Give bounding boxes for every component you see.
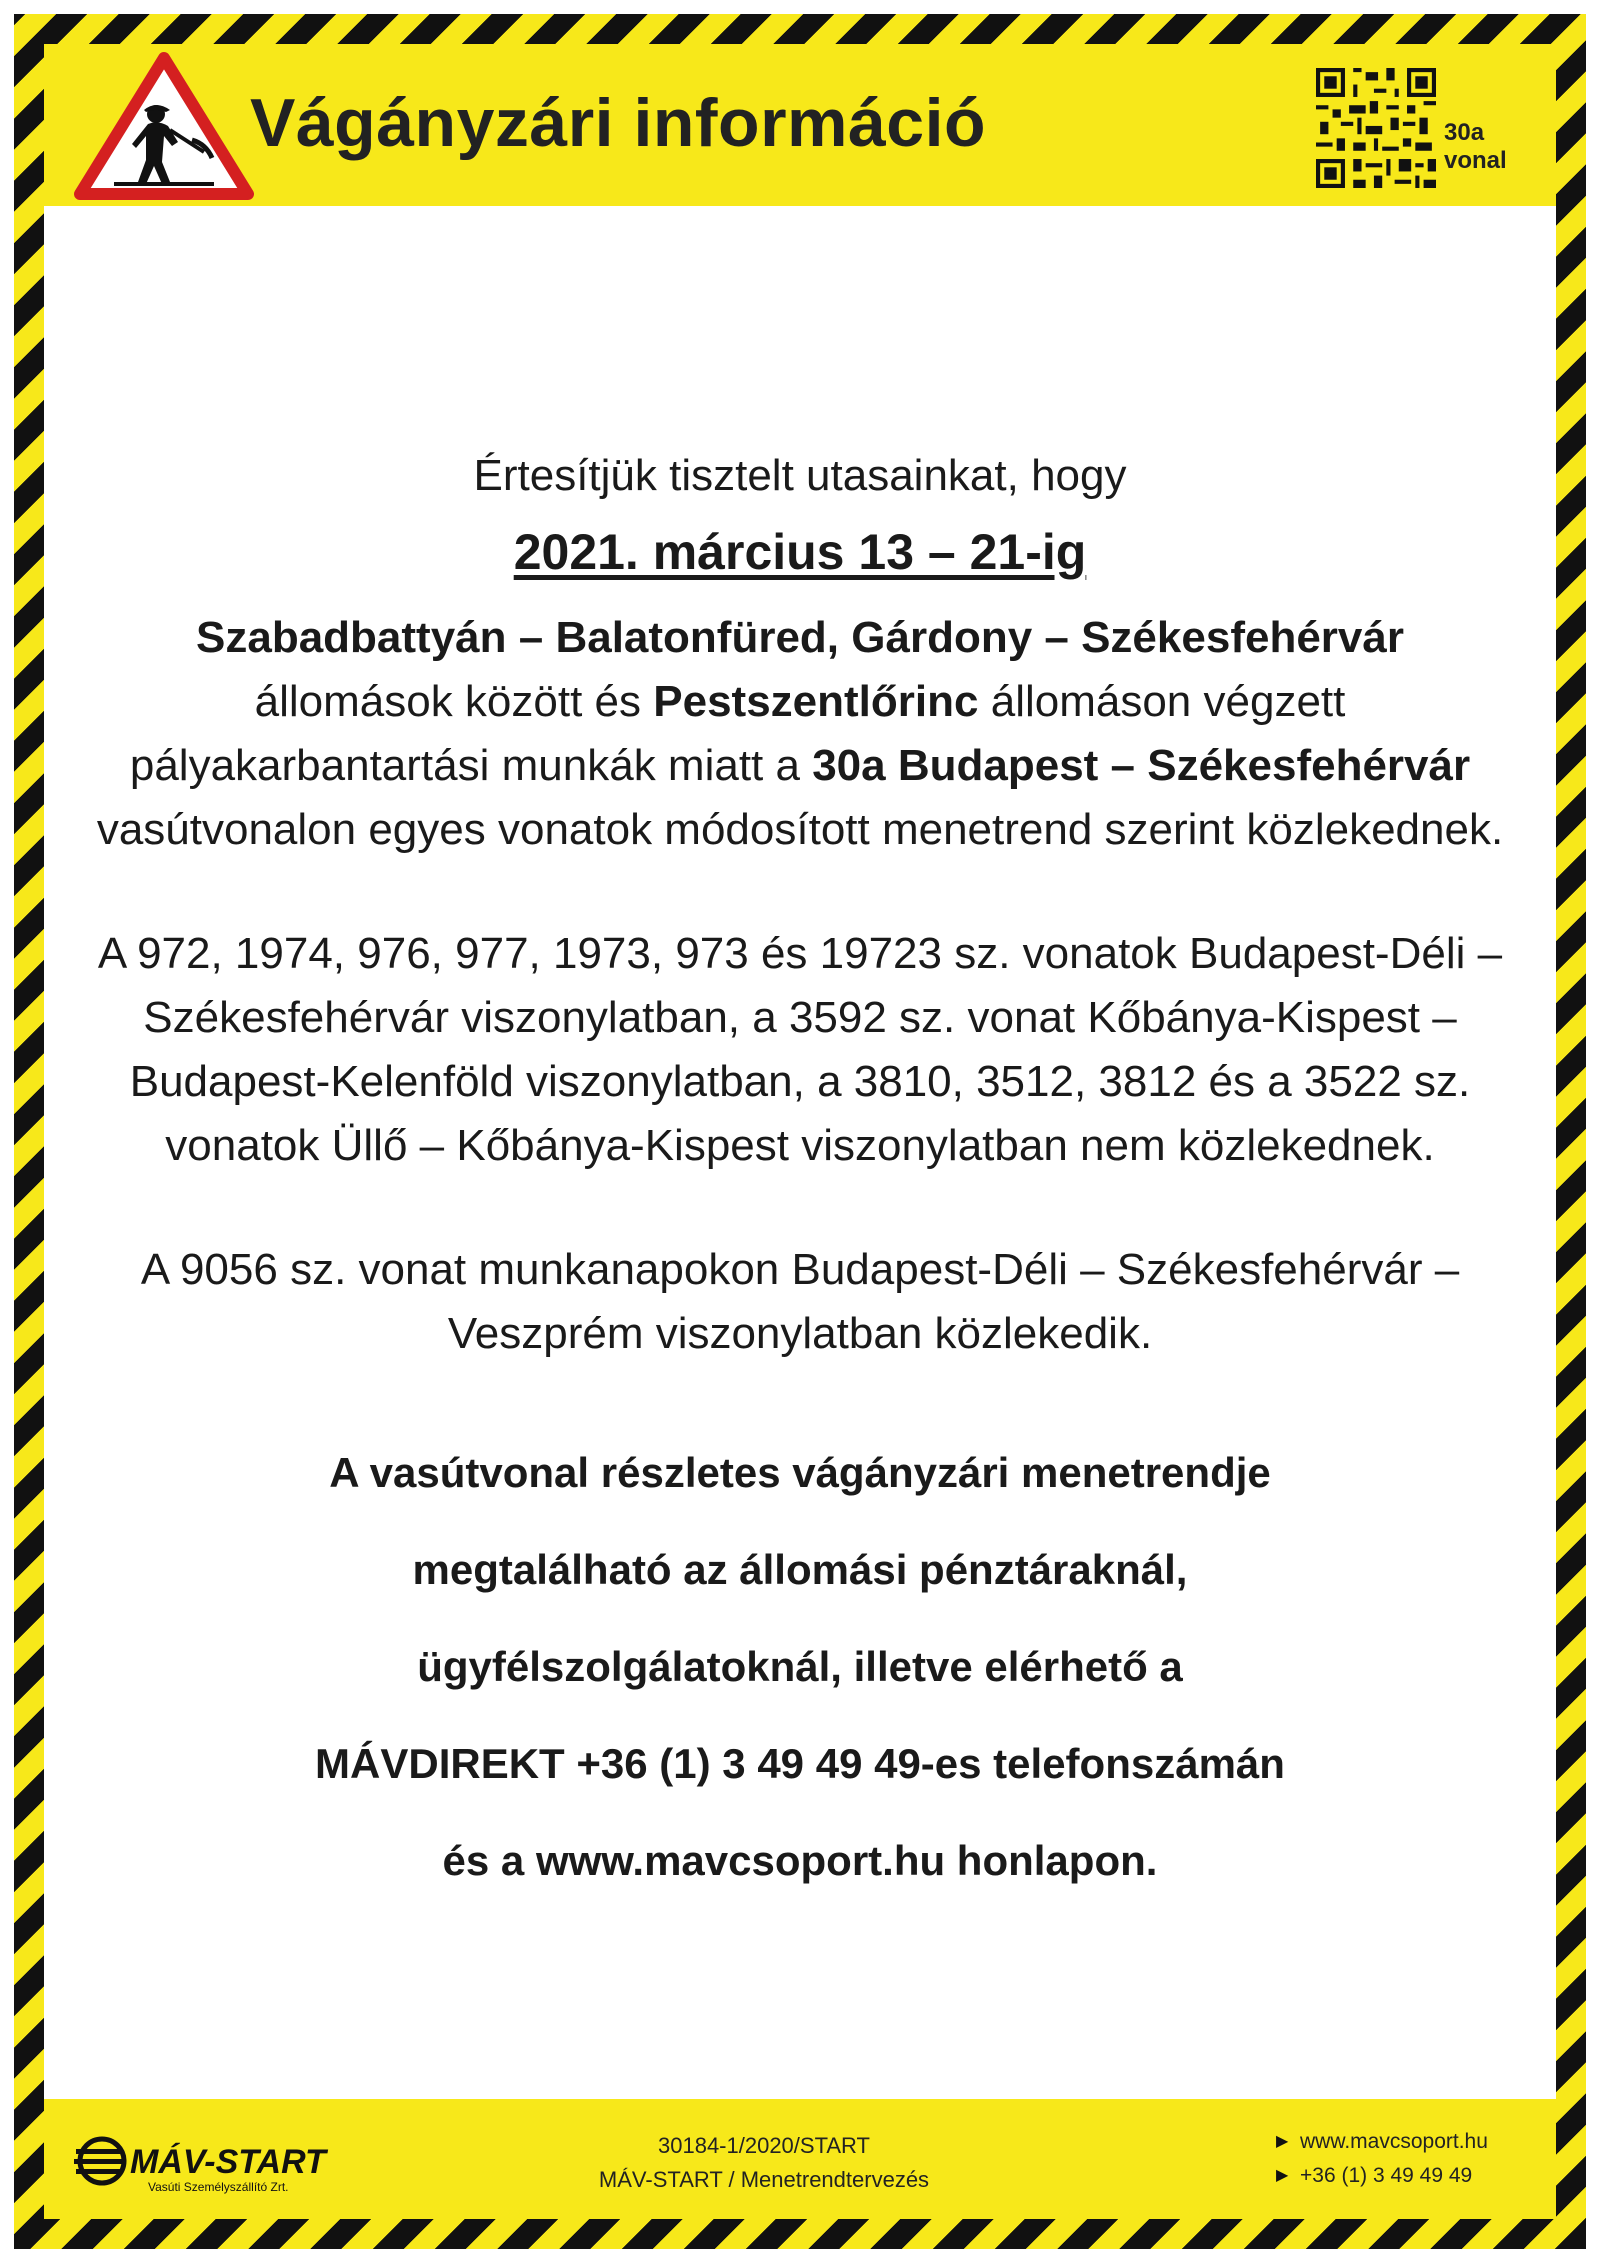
works-text-3: vasútvonalon egyes vonatok módosított menetrend szerint közlekednek. xyxy=(96,805,1504,854)
footer-phone[interactable]: +36 (1) 3 49 49 49 xyxy=(1300,2164,1473,2187)
page-title: Vágányzári információ xyxy=(250,85,987,161)
footer-reference xyxy=(554,2129,974,2197)
line-word: vonal xyxy=(1444,147,1507,174)
closing-line: megtalálható az állomási pénztáraknál, xyxy=(412,1546,1188,1593)
line-number: 30a xyxy=(1444,119,1485,146)
arrow-right-icon: ▶ xyxy=(1276,2133,1289,2150)
closing-line: és a www.mavcsoport.hu honlapon. xyxy=(442,1837,1158,1884)
works-text-2: állomáson végzett pályakarbantartási munkák miatt a xyxy=(129,677,1346,790)
logo-text: MÁV-START xyxy=(130,2143,326,2181)
footer-website[interactable]: www.mavcsoport.hu xyxy=(1300,2130,1488,2153)
stations-bold: Szabadbattyán – Balatonfüred, Gárdony – Székesfehérvár xyxy=(196,613,1404,662)
closing-info xyxy=(84,1424,1516,1909)
logo-subtext: Vasúti Személyszállító Zrt. xyxy=(148,2180,289,2194)
mav-start-logo xyxy=(72,2129,372,2201)
notice-panel xyxy=(44,44,1556,2219)
closure-date: 2021. március 13 – 21-ig xyxy=(513,524,1087,580)
intro-text: Értesítjük tisztelt utasainkat, hogy xyxy=(473,451,1127,500)
footer-bar xyxy=(44,2099,1556,2219)
paragraph-train-9056: A 9056 sz. vonat munkanapokon Budapest-Déli – Székesfehérvár – Veszprém viszonylatban közlekedik. xyxy=(140,1245,1460,1358)
footer-contact xyxy=(1276,2125,1546,2193)
closing-line: MÁVDIREKT +36 (1) 3 49 49 49-es telefonszámán xyxy=(315,1740,1285,1787)
works-text-1: állomások között és xyxy=(254,677,642,726)
notice-body xyxy=(84,444,1516,1909)
line-label xyxy=(1444,119,1544,175)
closing-line: ügyfélszolgálatoknál, illetve elérhető a xyxy=(417,1643,1183,1690)
line-name-bold: 30a Budapest – Székesfehérvár xyxy=(812,741,1471,790)
warning-sign-icon xyxy=(74,50,254,200)
qr-code-icon xyxy=(1316,68,1436,188)
department: MÁV-START / Menetrendtervezés xyxy=(598,2167,930,2192)
header-bar xyxy=(44,44,1556,206)
arrow-right-icon: ▶ xyxy=(1276,2167,1289,2184)
station-bold: Pestszentlőrinc xyxy=(653,677,979,726)
reference-number: 30184-1/2020/START xyxy=(658,2133,870,2158)
paragraph-works xyxy=(84,606,1516,862)
closing-line: A vasútvonal részletes vágányzári menetrendje xyxy=(329,1449,1271,1496)
paragraph-cancelled-trains: A 972, 1974, 976, 977, 1973, 973 és 19723 sz. vonatok Budapest-Déli – Székesfehérvár viszonylatban, a 3592 sz. vonat Kőbánya-Kispest – Budapest-Kelenföld viszonylatban, a 3810, 3512, 3812 és a 3522 sz. vonatok Üllő – Kőbánya-Kispest viszonylatban nem közlekednek. xyxy=(97,929,1503,1170)
